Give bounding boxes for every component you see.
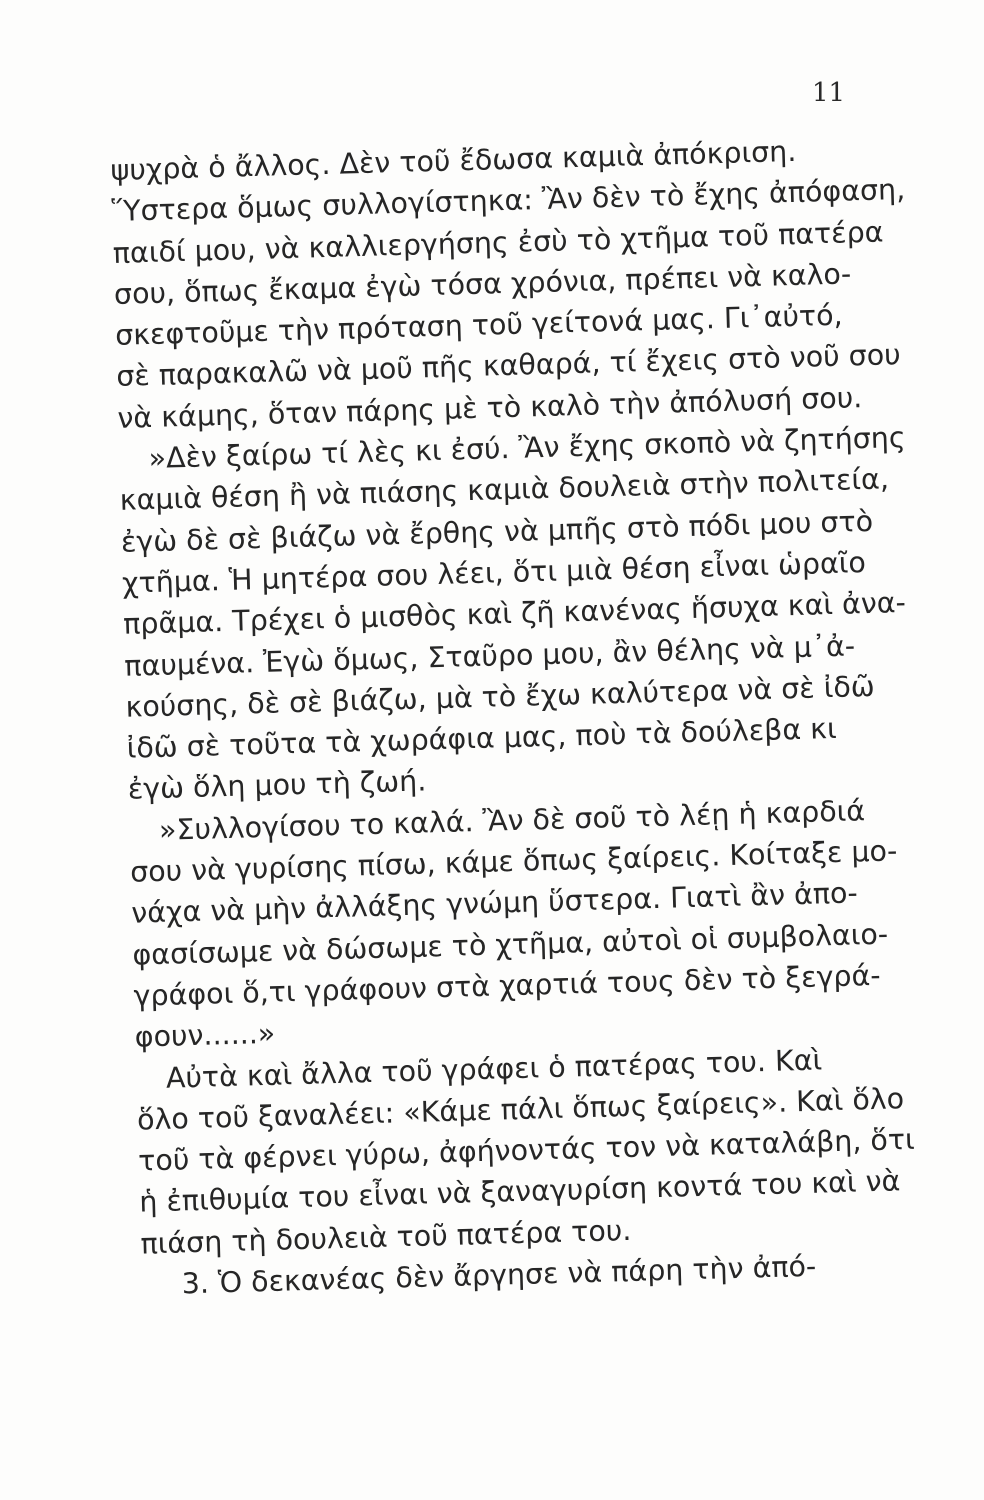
- text-line: φασίσωμε νὰ δώσωμε τὸ χτῆμα, αὐτοὶ οἱ συμβολαιο-: [132, 917, 889, 972]
- text-line: πρᾶμα. Τρέχει ὁ μισθὸς καὶ ζῆ κανένας ἥσυχα καὶ ἀνα-: [122, 586, 907, 642]
- text-line: χτῆμα. Ἡ μητέρα σου λέει, ὅτι μιὰ θέση εἶναι ὡραῖο: [121, 546, 867, 600]
- text-line: σου, ὅπως ἔκαμα ἐγὼ τόσα χρόνια, πρέπει νὰ καλο-: [113, 257, 852, 311]
- text-line: γράφοι ὅ,τι γράφουν στὰ χαρτιά τους δὲν τὸ ξεγρά-: [133, 958, 882, 1013]
- text-line: ψυχρὰ ὁ ἄλλος. Δὲν τοῦ ἔδωσα καμιὰ ἀπόκριση.: [110, 134, 797, 187]
- text-line: σκεφτοῦμε τὴν πρόταση τοῦ γείτονά μας. Γι᾽αὐτό,: [114, 298, 844, 353]
- text-line: κούσης, δὲ σὲ βιάζω, μὰ τὸ ἔχω καλύτερα νὰ σὲ ἰδῶ: [125, 669, 876, 724]
- text-line: ἐγὼ ὅλη μου τὴ ζωή.: [127, 764, 427, 807]
- text-line: ὅλο τοῦ ξαναλέει: «Κάμε πάλι ὅπως ξαίρεις». Καὶ ὅλο: [136, 1082, 905, 1137]
- text-line: νὰ κάμης, ὅταν πάρης μὲ τὸ καλὸ τὴν ἀπόλυσή σου.: [117, 380, 863, 435]
- text-line: φουν......»: [134, 1016, 276, 1054]
- text-line: 3. Ὁ δεκανέας δὲν ἄργησε νὰ πάρη τὴν ἀπό-: [181, 1249, 817, 1301]
- text-line: Ὕστερα ὅμως συλλογίστηκα: Ἂν δὲν τὸ ἔχης ἀπόφαση,: [111, 173, 906, 229]
- text-line: σου νὰ γυρίσης πίσω, κάμε ὅπως ξαίρεις. Κοίταξε μο-: [129, 834, 898, 889]
- body-text: [110, 128, 942, 1306]
- text-line: »Δὲν ξαίρω τί λὲς κι ἐσύ. Ἂν ἔχης σκοπὸ νὰ ζητήσης: [148, 420, 907, 476]
- text-line: τοῦ τὰ φέρνει γύρω, ἀφήνοντάς τον νὰ καταλάβη, ὅτι: [137, 1123, 916, 1178]
- text-line: ἰδῶ σὲ τοῦτα τὰ χωράφια μας, ποὺ τὰ δούλεβα κι: [126, 712, 838, 765]
- text-line: παιδί μου, νὰ καλλιεργήσης ἐσὺ τὸ χτῆμα τοῦ πατέρα: [112, 215, 884, 270]
- text-line: ἡ ἐπιθυμία του εἶναι νὰ ξαναγυρίση κοντά του καὶ νὰ: [138, 1164, 901, 1220]
- text-line: Αὐτὰ καὶ ἄλλα τοῦ γράφει ὁ πατέρας του. Καὶ: [165, 1043, 823, 1095]
- text-line: σὲ παρακαλῶ νὰ μοῦ πῆς καθαρά, τί ἔχεις στὸ νοῦ σου: [115, 338, 902, 394]
- text-line: παυμένα. Ἐγὼ ὅμως, Σταῦρο μου, ἂν θέλης νὰ μ᾽ἀ-: [123, 628, 856, 683]
- text-line: καμιὰ θέση ἢ νὰ πιάσης καμιὰ δουλειὰ στὴν πολιτεία,: [119, 462, 890, 518]
- text-line: ἐγὼ δὲ σὲ βιάζω νὰ ἔρθης νὰ μπῆς στὸ πόδι μου στὸ: [120, 504, 874, 559]
- text-line: »Συλλογίσου το καλά. Ἂν δὲ σοῦ τὸ λέῃ ἡ καρδιά: [158, 793, 866, 847]
- text-line: πιάση τὴ δουλειὰ τοῦ πατέρα του.: [140, 1213, 632, 1261]
- page-number: 11: [812, 78, 846, 108]
- text-line: νάχα νὰ μὴν ἀλλάξης γνώμη ὕστερα. Γιατὶ ἂν ἀπο-: [130, 876, 859, 931]
